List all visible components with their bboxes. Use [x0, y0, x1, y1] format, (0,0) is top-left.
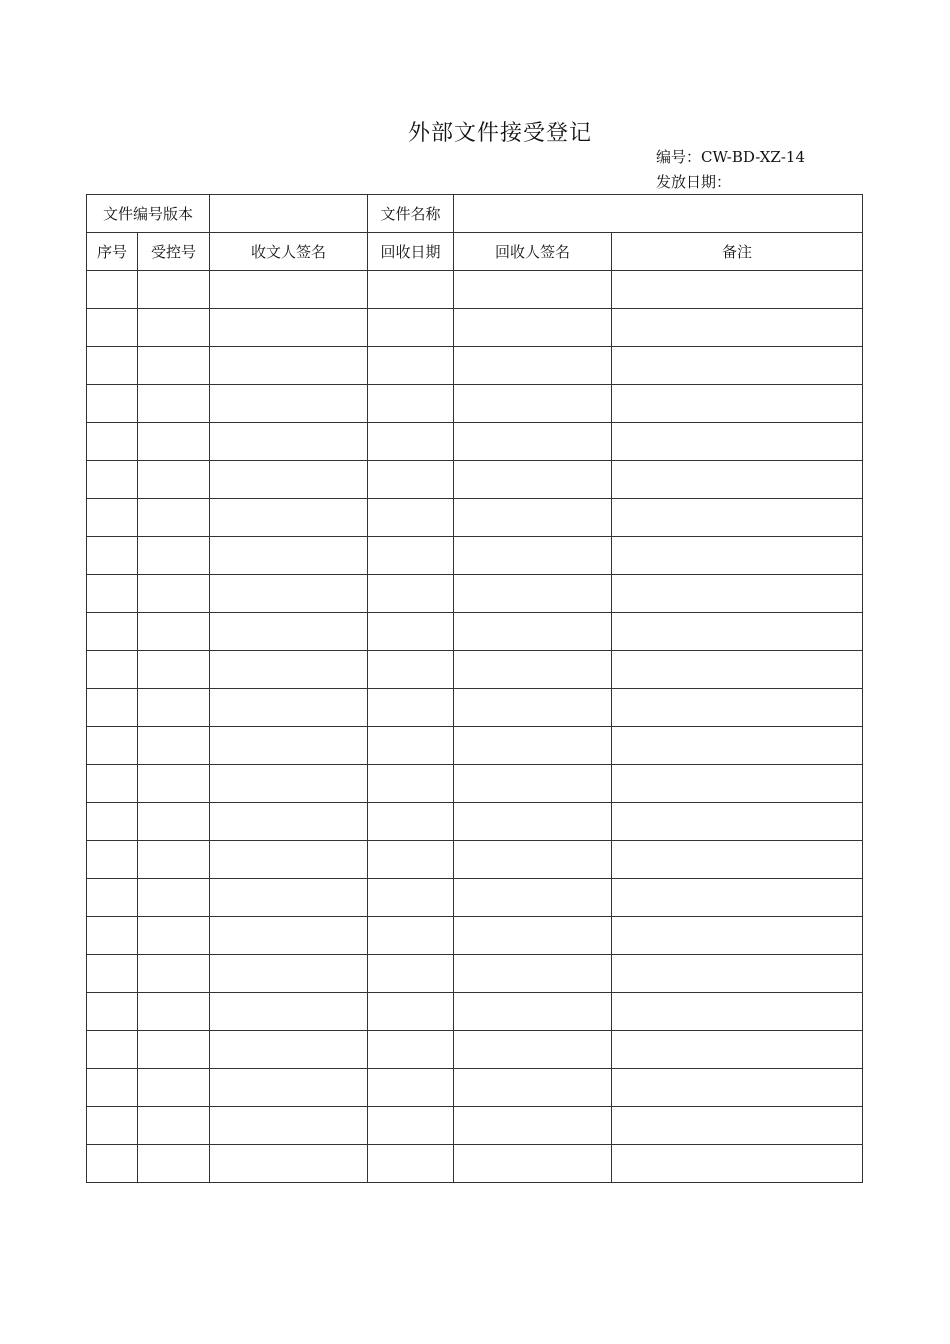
remarks-cell[interactable]	[612, 1145, 863, 1183]
return-date-cell[interactable]	[368, 841, 454, 879]
serial-cell[interactable]	[87, 1107, 138, 1145]
returner-signature-cell[interactable]	[454, 385, 612, 423]
return-date-cell[interactable]	[368, 271, 454, 309]
return-date-cell[interactable]	[368, 1107, 454, 1145]
returner-signature-cell[interactable]	[454, 1107, 612, 1145]
serial-cell[interactable]	[87, 765, 138, 803]
returner-signature-cell[interactable]	[454, 575, 612, 613]
return-date-cell[interactable]	[368, 575, 454, 613]
remarks-cell[interactable]	[612, 575, 863, 613]
return-date-cell[interactable]	[368, 727, 454, 765]
return-date-cell[interactable]	[368, 651, 454, 689]
return-date-cell[interactable]	[368, 499, 454, 537]
remarks-cell[interactable]	[612, 879, 863, 917]
returner-signature-cell[interactable]	[454, 461, 612, 499]
column-header-control-number: 受控号	[138, 233, 210, 271]
table-row	[87, 423, 863, 461]
serial-cell[interactable]	[87, 499, 138, 537]
serial-cell[interactable]	[87, 347, 138, 385]
table-row	[87, 575, 863, 613]
return-date-cell[interactable]	[368, 613, 454, 651]
returner-signature-cell[interactable]	[454, 879, 612, 917]
recipient-signature-cell[interactable]	[210, 651, 368, 689]
recipient-signature-cell[interactable]	[210, 499, 368, 537]
return-date-cell[interactable]	[368, 537, 454, 575]
recipient-signature-cell[interactable]	[210, 309, 368, 347]
recipient-signature-cell[interactable]	[210, 841, 368, 879]
control-number-cell[interactable]	[138, 1107, 210, 1145]
column-header-serial: 序号	[87, 233, 138, 271]
returner-signature-cell[interactable]	[454, 537, 612, 575]
return-date-cell[interactable]	[368, 765, 454, 803]
remarks-cell[interactable]	[612, 461, 863, 499]
returner-signature-cell[interactable]	[454, 841, 612, 879]
control-number-cell[interactable]	[138, 499, 210, 537]
control-number-cell[interactable]	[138, 461, 210, 499]
column-header-returner-signature: 回收人签名	[454, 233, 612, 271]
remarks-cell[interactable]	[612, 309, 863, 347]
control-number-cell[interactable]	[138, 727, 210, 765]
remarks-cell[interactable]	[612, 841, 863, 879]
serial-cell[interactable]	[87, 841, 138, 879]
serial-cell[interactable]	[87, 423, 138, 461]
serial-cell[interactable]	[87, 461, 138, 499]
doc-number-version-cell[interactable]	[210, 195, 368, 233]
doc-name-label: 文件名称	[368, 195, 454, 233]
table-row	[87, 1107, 863, 1145]
remarks-cell[interactable]	[612, 1069, 863, 1107]
remarks-cell[interactable]	[612, 803, 863, 841]
remarks-cell[interactable]	[612, 651, 863, 689]
serial-cell[interactable]	[87, 993, 138, 1031]
return-date-cell[interactable]	[368, 993, 454, 1031]
recipient-signature-cell[interactable]	[210, 347, 368, 385]
return-date-cell[interactable]	[368, 1069, 454, 1107]
table-row	[87, 651, 863, 689]
recipient-signature-cell[interactable]	[210, 765, 368, 803]
recipient-signature-cell[interactable]	[210, 689, 368, 727]
remarks-cell[interactable]	[612, 423, 863, 461]
recipient-signature-cell[interactable]	[210, 613, 368, 651]
control-number-cell[interactable]	[138, 423, 210, 461]
returner-signature-cell[interactable]	[454, 309, 612, 347]
serial-cell[interactable]	[87, 613, 138, 651]
returner-signature-cell[interactable]	[454, 1031, 612, 1069]
returner-signature-cell[interactable]	[454, 993, 612, 1031]
remarks-cell[interactable]	[612, 727, 863, 765]
serial-cell[interactable]	[87, 1031, 138, 1069]
recipient-signature-cell[interactable]	[210, 993, 368, 1031]
return-date-cell[interactable]	[368, 689, 454, 727]
control-number-cell[interactable]	[138, 879, 210, 917]
table-row	[87, 271, 863, 309]
recipient-signature-cell[interactable]	[210, 917, 368, 955]
table-row	[87, 765, 863, 803]
return-date-cell[interactable]	[368, 955, 454, 993]
control-number-cell[interactable]	[138, 765, 210, 803]
returner-signature-cell[interactable]	[454, 765, 612, 803]
remarks-cell[interactable]	[612, 1107, 863, 1145]
return-date-cell[interactable]	[368, 1145, 454, 1183]
table-row	[87, 879, 863, 917]
remarks-cell[interactable]	[612, 955, 863, 993]
control-number-cell[interactable]	[138, 271, 210, 309]
serial-cell[interactable]	[87, 803, 138, 841]
control-number-cell[interactable]	[138, 347, 210, 385]
issue-date-label: 发放日期：	[656, 173, 732, 191]
document-code: 编号：CW-BD-XZ-14	[656, 148, 805, 166]
remarks-cell[interactable]	[612, 765, 863, 803]
table-row	[87, 1145, 863, 1183]
column-header-row	[87, 233, 863, 271]
serial-cell[interactable]	[87, 385, 138, 423]
table-row	[87, 1069, 863, 1107]
returner-signature-cell[interactable]	[454, 423, 612, 461]
serial-cell[interactable]	[87, 1069, 138, 1107]
remarks-cell[interactable]	[612, 347, 863, 385]
serial-cell[interactable]	[87, 575, 138, 613]
control-number-cell[interactable]	[138, 385, 210, 423]
column-header-remarks: 备注	[612, 233, 863, 271]
recipient-signature-cell[interactable]	[210, 803, 368, 841]
column-header-recipient-signature: 收文人签名	[210, 233, 368, 271]
table-row	[87, 385, 863, 423]
returner-signature-cell[interactable]	[454, 271, 612, 309]
control-number-cell[interactable]	[138, 537, 210, 575]
return-date-cell[interactable]	[368, 917, 454, 955]
returner-signature-cell[interactable]	[454, 499, 612, 537]
recipient-signature-cell[interactable]	[210, 423, 368, 461]
returner-signature-cell[interactable]	[454, 917, 612, 955]
serial-cell[interactable]	[87, 537, 138, 575]
page-title: 外部文件接受登记	[407, 121, 592, 146]
serial-cell[interactable]	[87, 309, 138, 347]
table-row	[87, 993, 863, 1031]
recipient-signature-cell[interactable]	[210, 575, 368, 613]
control-number-cell[interactable]	[138, 841, 210, 879]
table-row	[87, 613, 863, 651]
table-row	[87, 955, 863, 993]
remarks-cell[interactable]	[612, 917, 863, 955]
info-row	[87, 195, 863, 233]
returner-signature-cell[interactable]	[454, 803, 612, 841]
registration-table	[86, 194, 863, 1183]
control-number-cell[interactable]	[138, 1069, 210, 1107]
serial-cell[interactable]	[87, 651, 138, 689]
remarks-cell[interactable]	[612, 1031, 863, 1069]
serial-cell[interactable]	[87, 1145, 138, 1183]
recipient-signature-cell[interactable]	[210, 385, 368, 423]
recipient-signature-cell[interactable]	[210, 537, 368, 575]
serial-cell[interactable]	[87, 879, 138, 917]
table-row	[87, 461, 863, 499]
table-row	[87, 347, 863, 385]
control-number-cell[interactable]	[138, 803, 210, 841]
control-number-cell[interactable]	[138, 1031, 210, 1069]
return-date-cell[interactable]	[368, 385, 454, 423]
table-row	[87, 841, 863, 879]
column-header-return-date: 回收日期	[368, 233, 454, 271]
table-row	[87, 537, 863, 575]
return-date-cell[interactable]	[368, 879, 454, 917]
returner-signature-cell[interactable]	[454, 1069, 612, 1107]
control-number-cell[interactable]	[138, 613, 210, 651]
recipient-signature-cell[interactable]	[210, 1107, 368, 1145]
serial-cell[interactable]	[87, 727, 138, 765]
remarks-cell[interactable]	[612, 613, 863, 651]
returner-signature-cell[interactable]	[454, 651, 612, 689]
returner-signature-cell[interactable]	[454, 347, 612, 385]
control-number-cell[interactable]	[138, 575, 210, 613]
recipient-signature-cell[interactable]	[210, 879, 368, 917]
remarks-cell[interactable]	[612, 537, 863, 575]
control-number-cell[interactable]	[138, 689, 210, 727]
return-date-cell[interactable]	[368, 309, 454, 347]
control-number-cell[interactable]	[138, 955, 210, 993]
returner-signature-cell[interactable]	[454, 613, 612, 651]
serial-cell[interactable]	[87, 271, 138, 309]
return-date-cell[interactable]	[368, 423, 454, 461]
returner-signature-cell[interactable]	[454, 955, 612, 993]
serial-cell[interactable]	[87, 689, 138, 727]
recipient-signature-cell[interactable]	[210, 1145, 368, 1183]
recipient-signature-cell[interactable]	[210, 1069, 368, 1107]
recipient-signature-cell[interactable]	[210, 727, 368, 765]
table-row	[87, 689, 863, 727]
recipient-signature-cell[interactable]	[210, 271, 368, 309]
remarks-cell[interactable]	[612, 993, 863, 1031]
serial-cell[interactable]	[87, 917, 138, 955]
return-date-cell[interactable]	[368, 347, 454, 385]
doc-name-cell[interactable]	[454, 195, 863, 233]
recipient-signature-cell[interactable]	[210, 955, 368, 993]
remarks-cell[interactable]	[612, 271, 863, 309]
control-number-cell[interactable]	[138, 309, 210, 347]
table-row	[87, 803, 863, 841]
control-number-cell[interactable]	[138, 1145, 210, 1183]
remarks-cell[interactable]	[612, 385, 863, 423]
remarks-cell[interactable]	[612, 689, 863, 727]
control-number-cell[interactable]	[138, 651, 210, 689]
returner-signature-cell[interactable]	[454, 1145, 612, 1183]
return-date-cell[interactable]	[368, 803, 454, 841]
doc-number-version-label: 文件编号版本	[87, 195, 210, 233]
serial-cell[interactable]	[87, 955, 138, 993]
table-row	[87, 917, 863, 955]
returner-signature-cell[interactable]	[454, 727, 612, 765]
table-row	[87, 309, 863, 347]
table-row	[87, 1031, 863, 1069]
table-row	[87, 499, 863, 537]
returner-signature-cell[interactable]	[454, 689, 612, 727]
return-date-cell[interactable]	[368, 461, 454, 499]
control-number-cell[interactable]	[138, 917, 210, 955]
recipient-signature-cell[interactable]	[210, 1031, 368, 1069]
control-number-cell[interactable]	[138, 993, 210, 1031]
return-date-cell[interactable]	[368, 1031, 454, 1069]
table-row	[87, 727, 863, 765]
recipient-signature-cell[interactable]	[210, 461, 368, 499]
remarks-cell[interactable]	[612, 499, 863, 537]
